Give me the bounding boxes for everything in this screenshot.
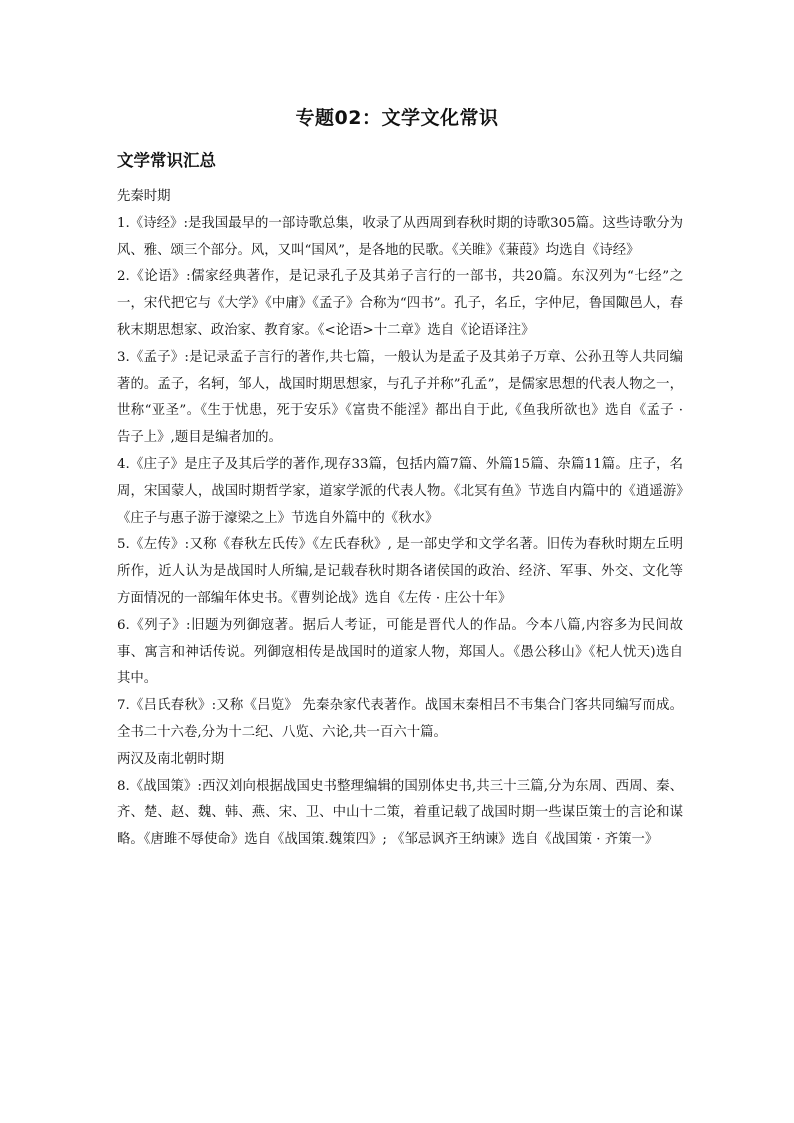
period-heading-pre-qin: 先秦时期: [117, 189, 171, 204]
entry-zuozhuan: 5.《左传》:又称《春秋左氏传》《左氏春秋》, 是一部史学和文学名著。旧传为春秋时期左丘明所作，近人认为是战国时人所编,是记载春秋时期各诸侯国的政治、经济、军事、外交、文化等方面情况的一部编年体史书。《曹刿论战》选自《左传 · 庄公十年》: [117, 537, 683, 606]
entry-lushichunqiu: 7.《吕氏春秋》:又称《吕览》 先秦杂家代表著作。战国末秦相吕不韦集合门客共同编写而成。全书二十六卷,分为十二纪、八览、六论,共一百六十篇。: [117, 698, 683, 740]
entry-shijing: 1.《诗经》:是我国最早的一部诗歌总集，收录了从西周到春秋时期的诗歌305篇。这些诗歌分为风、雅、颂三个部分。风，又叫“国风”，是各地的民歌。《关睢》《蒹葭》均选自《诗经》: [117, 215, 683, 258]
entry-zhanguoce: 8.《战国策》:西汉刘向根据战国史书整理编辑的国别体史书,共三十三篇,分为东周、西周、秦、齐、楚、赵、魏、韩、燕、宋、卫、中山十二策，着重记载了战国时期一些谋臣策士的言论和谋略。《唐雎不辱使命》选自《战国策.魏策四》; 《邹忌讽齐王纳谏》选自《战国策 · 齐策一》: [117, 778, 683, 848]
entry-lunyu: 2.《论语》:儒家经典著作，是记录孔子及其弟子言行的一部书，共20篇。东汉列为“七经”之一，宋代把它与《大学》《中庸》《孟子》合称为“四书”。孔子，名丘，字仲尼，鲁国陬邑人，春秋末期思想家、政治家、教育家。《<论语>十二章》选自《论语译注》: [117, 269, 683, 338]
document-body: [117, 184, 683, 854]
entry-mengzi: 3.《孟子》:是记录孟子言行的著作,共七篇，一般认为是孟子及其弟子万章、公孙丑等人共同编著的。孟子，名轲，邹人，战国时期思想家，与孔子并称”孔孟”，是儒家思想的代表人物之一，世称“亚圣”。《生于忧患，死于安乐》《富贵不能淫》都出自于此,《鱼我所欲也》选自《孟子 · 告子上》,题目是编者加的。: [117, 349, 683, 446]
page-title: 专题02：文学文化常识: [295, 107, 499, 129]
period-heading-han: 两汉及南北朝时期: [117, 751, 225, 767]
entry-liezi: 6.《列子》:旧题为列御寇著。据后人考证，可能是晋代人的作品。今本八篇,内容多为民间故事、寓言和神话传说。列御寇相传是战国时的道家人物，郑国人。《愚公移山》《杞人忧天)选自其中。: [117, 617, 683, 687]
section-heading: 文学常识汇总: [117, 151, 216, 170]
entry-zhuangzi: 4.《庄子》是庄子及其后学的著作,现存33篇，包括内篇7篇、外篇15篇、杂篇11篇。庄子，名周，宋国蒙人，战国时期哲学家，道家学派的代表人物。《北冥有鱼》节选自内篇中的《逍遥游》《庄子与惠子游于濠梁之上》节选自外篇中的《秋水》: [117, 456, 683, 526]
